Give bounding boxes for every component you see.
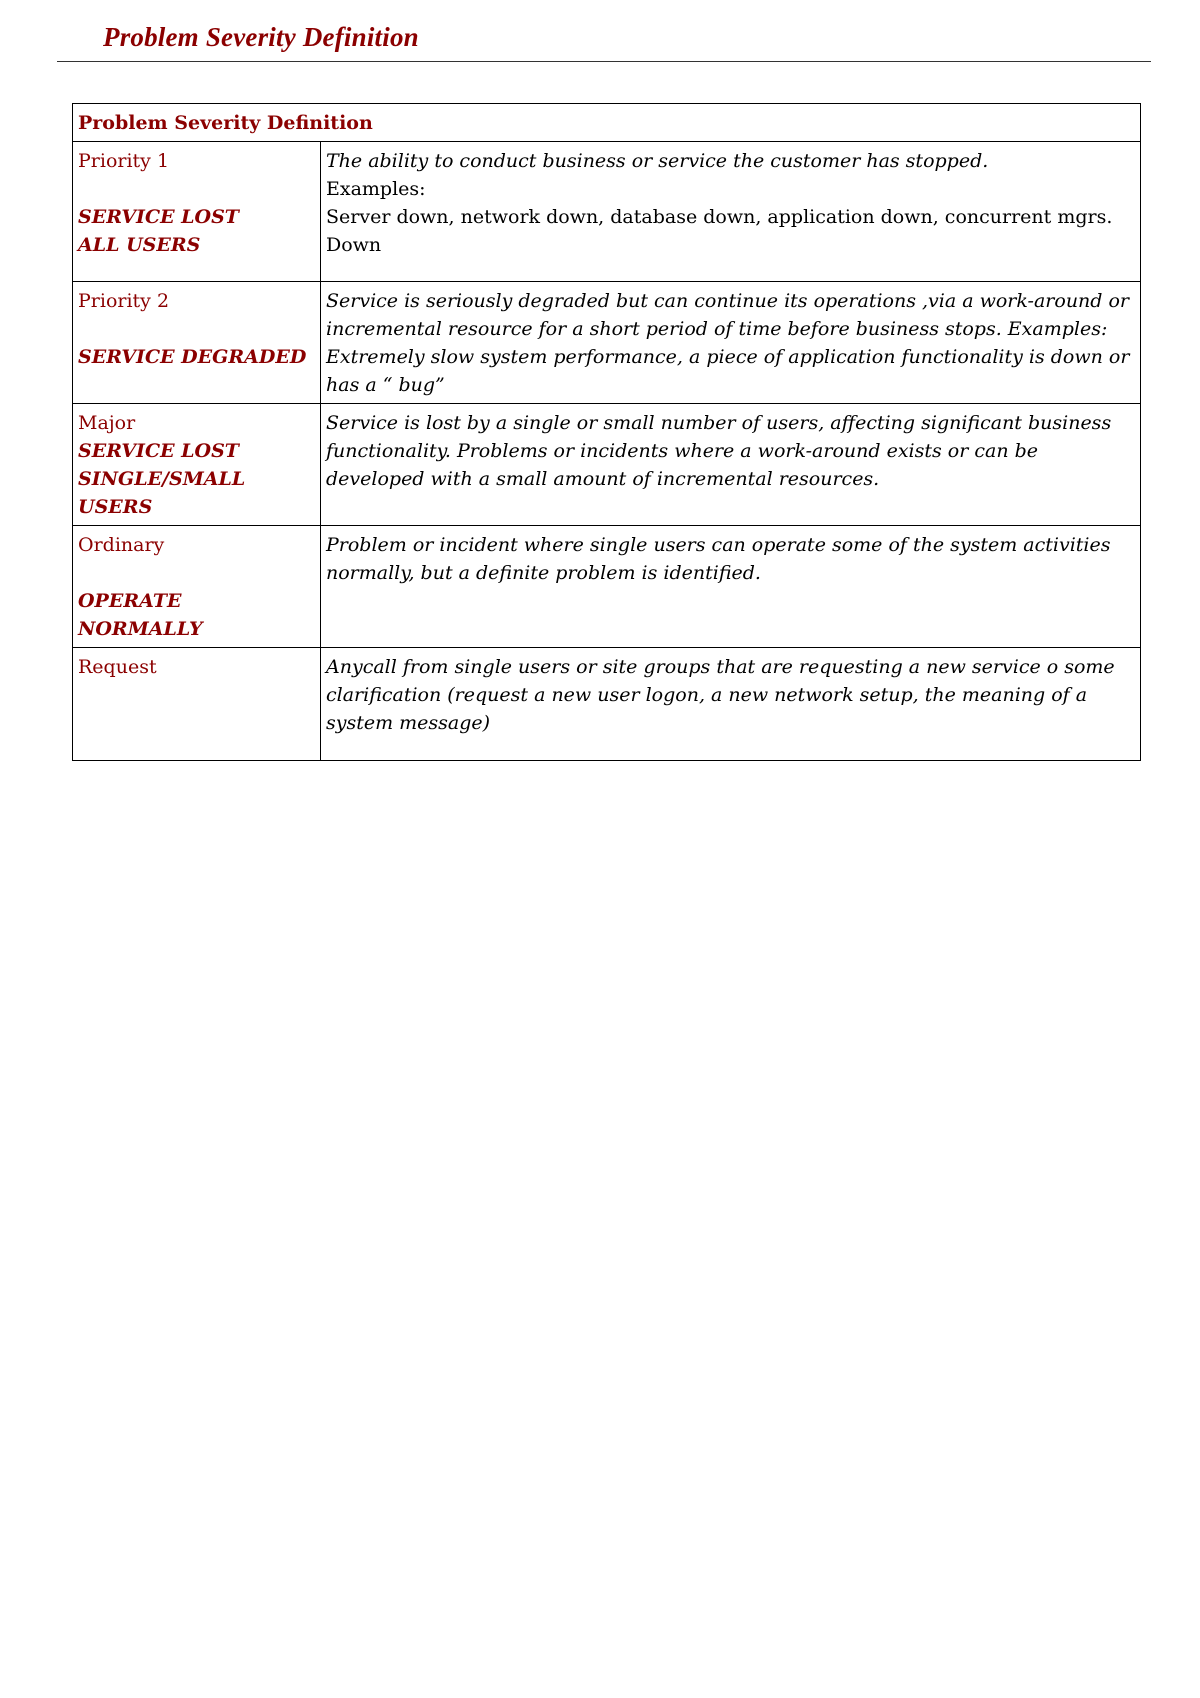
table-row <box>73 404 1141 526</box>
severity-label: SERVICE DEGRADED <box>78 346 307 368</box>
definition-cell <box>321 282 1141 404</box>
definition-cell <box>321 648 1141 761</box>
severity-table <box>72 103 1141 761</box>
definition-cell <box>321 526 1141 648</box>
definition-text: The ability to conduct business or service the customer has stopped. <box>326 150 989 172</box>
severity-name: Priority 2 <box>78 290 170 312</box>
table-row <box>73 282 1141 404</box>
page-header-title: Problem Severity Definition <box>103 22 419 52</box>
table-row <box>73 648 1141 761</box>
severity-cell <box>73 282 321 404</box>
definition-text: Service is lost by a single or small number of users, affecting significant business functionality. Problems or incidents where a work-around exists or can be developed with a small amount of incremental resources. <box>326 412 1112 490</box>
definition-text: Anycall from single users or site groups that are requesting a new service o some clarification (request a new user logon, a new network setup, the meaning of a system message) <box>326 656 1115 734</box>
examples-heading: Examples: <box>326 178 426 200</box>
severity-name: Priority 1 <box>78 150 170 172</box>
severity-cell <box>73 142 321 282</box>
severity-cell <box>73 526 321 648</box>
severity-label: SERVICE LOST ALL USERS <box>78 206 239 256</box>
table-title-row <box>73 104 1141 142</box>
table-title: Problem Severity Definition <box>73 104 1141 142</box>
definition-cell <box>321 404 1141 526</box>
severity-cell <box>73 404 321 526</box>
header-divider <box>57 61 1151 62</box>
severity-name: Major <box>78 412 136 434</box>
severity-name: Request <box>78 656 157 678</box>
severity-label: OPERATE NORMALLY <box>78 590 203 640</box>
severity-label: SERVICE LOST SINGLE/SMALL USERS <box>78 440 246 518</box>
examples-text: Server down, network down, database down, application down, concurrent mgrs. Down <box>326 206 1113 256</box>
table-row <box>73 526 1141 648</box>
severity-name: Ordinary <box>78 534 165 556</box>
definition-cell <box>321 142 1141 282</box>
severity-cell <box>73 648 321 761</box>
definition-text: Service is seriously degraded but can continue its operations ,via a work-around or incremental resource for a short period of time before business stops. Examples: Extremely slow system performance, a piece of application functionality is down or has a “ bug” <box>326 290 1130 396</box>
table-row <box>73 142 1141 282</box>
definition-text: Problem or incident where single users can operate some of the system activities normally, but a definite problem is identified. <box>326 534 1111 584</box>
